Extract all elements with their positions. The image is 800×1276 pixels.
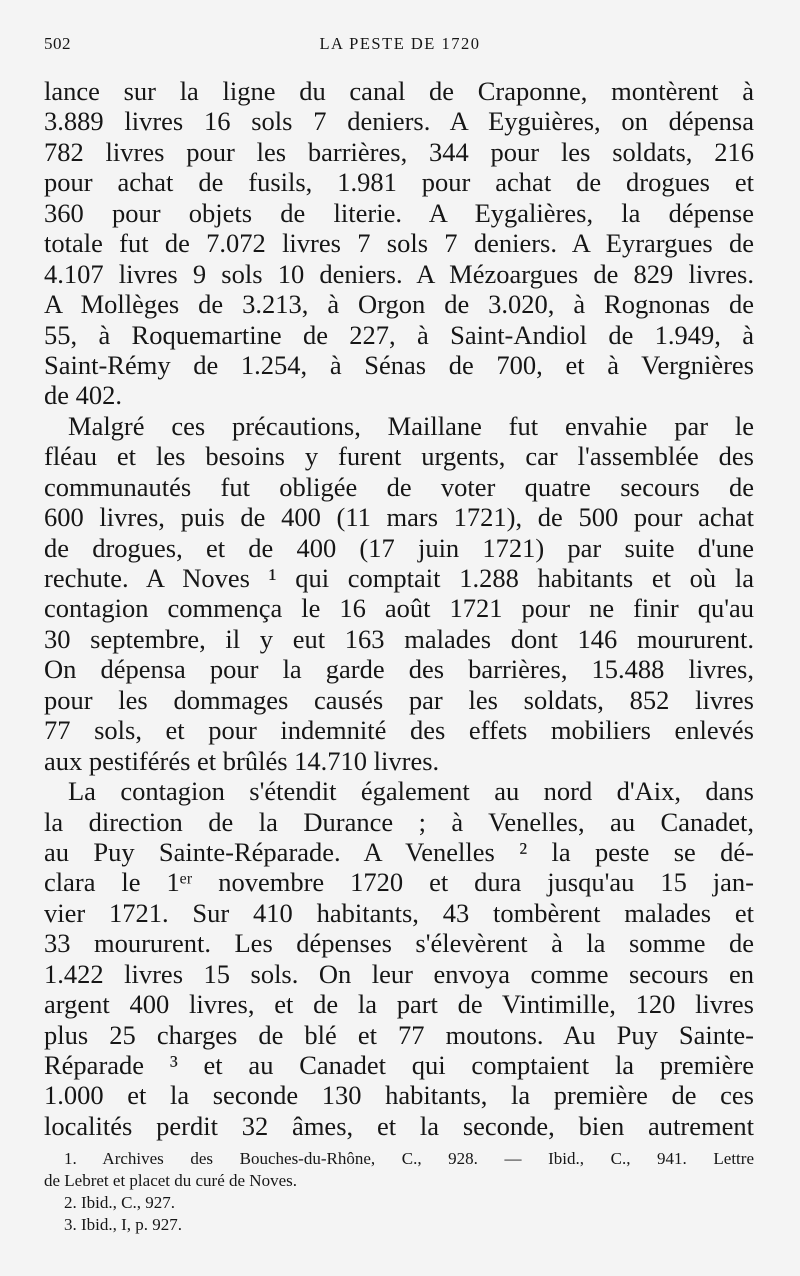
text-line: On dépensa pour la garde des barrières, 15.488 livres,: [44, 654, 754, 685]
text-line: 55, à Roquemartine de 227, à Saint-Andiol de 1.949, à: [44, 319, 754, 350]
paragraph-end-line: aux pestiférés et brûlés 14.710 livres.: [44, 745, 440, 776]
text-line: vier 1721. Sur 410 habitants, 43 tombèrent malades et: [44, 897, 754, 928]
text-line: 30 septembre, il y eut 163 malades dont 146 moururent.: [44, 623, 754, 654]
text-line: de drogues, et de 400 (17 juin 1721) par suite d'une: [44, 532, 754, 563]
text-line: fléau et les besoins y furent urgents, car l'assemblée des: [44, 441, 754, 472]
footnote-1: 1. Archives des Bouches-du-Rhône, C., 928. — Ibid., C., 941. Lettre: [64, 1149, 754, 1168]
text-line: localités perdit 32 âmes, et la seconde, bien autrement: [44, 1110, 754, 1141]
body-text: [44, 76, 754, 1141]
text-line: pour achat de fusils, 1.981 pour achat de drogues et: [44, 167, 754, 198]
footnote-2: 2. Ibid., C., 927.: [64, 1193, 175, 1212]
text-line: Malgré ces précautions, Maillane fut envahie par le: [68, 410, 754, 441]
text-line: 600 livres, puis de 400 (11 mars 1721), de 500 pour achat: [44, 502, 754, 533]
footnote-1-continued: de Lebret et placet du curé de Noves.: [44, 1171, 297, 1190]
text-line: plus 25 charges de blé et 77 moutons. Au Puy Sainte-: [44, 1019, 754, 1050]
footnote-3: 3. Ibid., I, p. 927.: [64, 1215, 183, 1234]
text-line: 4.107 livres 9 sols 10 deniers. A Mézoargues de 829 livres.: [44, 258, 754, 289]
page-header: [44, 34, 756, 58]
text-line: au Puy Sainte-Réparade. A Venelles ² la peste se dé-: [44, 836, 754, 867]
text-line: 782 livres pour les barrières, 344 pour les soldats, 216: [44, 136, 754, 167]
text-line: clara le 1ᵉʳ novembre 1720 et dura jusqu'au 15 jan-: [44, 867, 754, 898]
text-line: la direction de la Durance ; à Venelles, au Canadet,: [44, 806, 754, 837]
text-line: argent 400 livres, et de la part de Vintimille, 120 livres: [44, 989, 754, 1020]
text-line: 1.422 livres 15 sols. On leur envoya comme secours en: [44, 958, 754, 989]
text-line: Réparade ³ et au Canadet qui comptaient la première: [44, 1050, 754, 1080]
footnotes: [44, 1148, 754, 1236]
paragraph-end-line: de 402.: [44, 380, 123, 411]
text-line: 77 sols, et pour indemnité des effets mobiliers enlevés: [44, 715, 754, 746]
text-line: communautés fut obligée de voter quatre secours de: [44, 471, 754, 502]
text-line: Saint-Rémy de 1.254, à Sénas de 700, et à Vergnières: [44, 349, 754, 380]
page-number: 502: [44, 34, 71, 53]
text-line: 33 moururent. Les dépenses s'élevèrent à la somme de: [44, 928, 754, 959]
text-line: totale fut de 7.072 livres 7 sols 7 deniers. A Eyrargues de: [44, 228, 754, 259]
text-line: 1.000 et la seconde 130 habitants, la première de ces: [44, 1080, 754, 1111]
text-line: rechute. A Noves ¹ qui comptait 1.288 habitants et où la: [44, 563, 754, 593]
text-line: lance sur la ligne du canal de Craponne, montèrent à: [44, 76, 754, 106]
text-line: pour les dommages causés par les soldats, 852 livres: [44, 684, 754, 715]
text-line: 360 pour objets de literie. A Eygalières, la dépense: [44, 197, 754, 228]
text-line: La contagion s'étendit également au nord d'Aix, dans: [68, 776, 754, 807]
text-line: A Mollèges de 3.213, à Orgon de 3.020, à Rognonas de: [44, 289, 754, 320]
text-line: 3.889 livres 16 sols 7 deniers. A Eyguières, on dépensa: [44, 106, 754, 137]
text-line: contagion commença le 16 août 1721 pour ne finir qu'au: [44, 593, 754, 624]
running-title: LA PESTE DE 1720: [319, 34, 481, 53]
